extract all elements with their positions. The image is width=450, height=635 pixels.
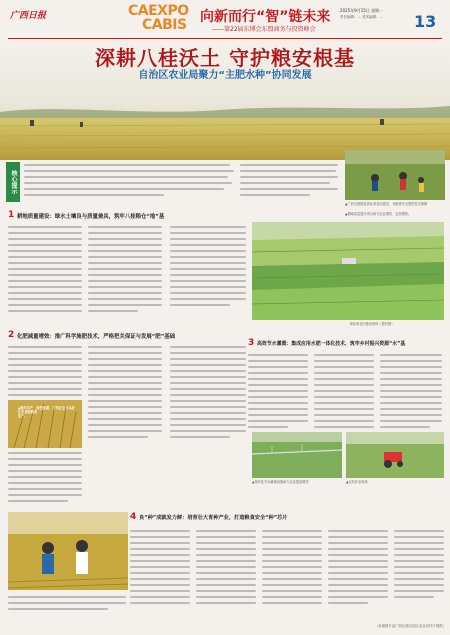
section-2-number: 2	[8, 330, 15, 340]
caption-tractor: ▲农机作业现场	[346, 480, 368, 484]
caption-paddies: 高标准农田建设现场（资料图）	[349, 322, 395, 326]
section-4-number: 4	[130, 512, 137, 522]
core-tip-tag: 核心提示	[6, 162, 20, 202]
caption-irrigation: ▲现代化节水灌溉设施助力农业提质增效	[252, 480, 309, 484]
paper-name: 广西日报	[10, 11, 47, 21]
feature-subtitle: ——第22届东博会东盟商务与投资峰会	[212, 26, 316, 33]
section-2-heading	[8, 330, 248, 340]
caexpo-logo	[128, 4, 198, 36]
page-number: 13	[414, 12, 437, 31]
photo-top-right	[345, 150, 445, 200]
caption-top-right: ▲广西全面推进高标准农田建设，为粮食安全提供坚实保障	[345, 202, 428, 206]
section-4-body-left	[8, 594, 128, 618]
section-3-title: 高效节水灌溉：集成应用水肥一体化技术，筑牢乡村振兴资源“水”基	[257, 341, 406, 347]
section-3-number: 3	[248, 338, 255, 348]
photo-irrigation	[252, 432, 342, 478]
section-4-title: 良“种”成就发力鲜：培育壮大育种产业，打造粮食安全“种”芯片	[139, 515, 288, 521]
photo-tractor	[346, 432, 444, 478]
caexpo-logo-text: CAEXPO	[128, 3, 189, 19]
photo-seeds	[8, 512, 128, 590]
headline-sub: 自治区农业局聚力“主肥水种”协同发展	[138, 70, 312, 81]
section-1-heading	[8, 210, 248, 220]
editor-line: 责任编辑：… 美术编辑：…	[340, 15, 384, 19]
section-1-number: 1	[8, 210, 15, 220]
masthead-rule	[8, 38, 442, 39]
masthead	[0, 0, 450, 40]
section-3-heading	[248, 338, 448, 348]
caption-grain: ▲粮食丰产，绿色优质，广西正全力以赴 扎实推进粮食 生产。	[18, 406, 75, 419]
section-1-title: 耕地质量建设：绿水土壤良与质量兼具，筑牢八桂粮仓“地”基	[17, 214, 165, 220]
section-1-body	[8, 224, 248, 320]
photo-paddies	[252, 222, 444, 320]
section-4-body	[130, 528, 444, 618]
section-2-title: 化肥减量增效：推广科学施肥技术，严格把关保证与发展“肥”基础	[17, 334, 176, 340]
cabis-logo-text: CABIS	[142, 17, 187, 33]
caption-top-right-2: ▲耕地质量提升项目助力农业增效、农民增收。	[345, 212, 412, 216]
feature-title: 向新而行“智”链未来	[200, 9, 331, 25]
date-line: 2025年9月15日 星期一	[340, 8, 384, 13]
headline-main: 深耕八桂沃土 守护粮安根基	[95, 46, 355, 70]
intro-text	[24, 162, 236, 206]
section-4-heading	[130, 512, 446, 522]
intro-text-right	[240, 162, 340, 202]
section-2-body-cont	[8, 450, 248, 510]
footer-credit: （本版图片由广西壮族自治区农业农村厅提供）	[374, 624, 446, 628]
section-3-body	[248, 352, 444, 432]
